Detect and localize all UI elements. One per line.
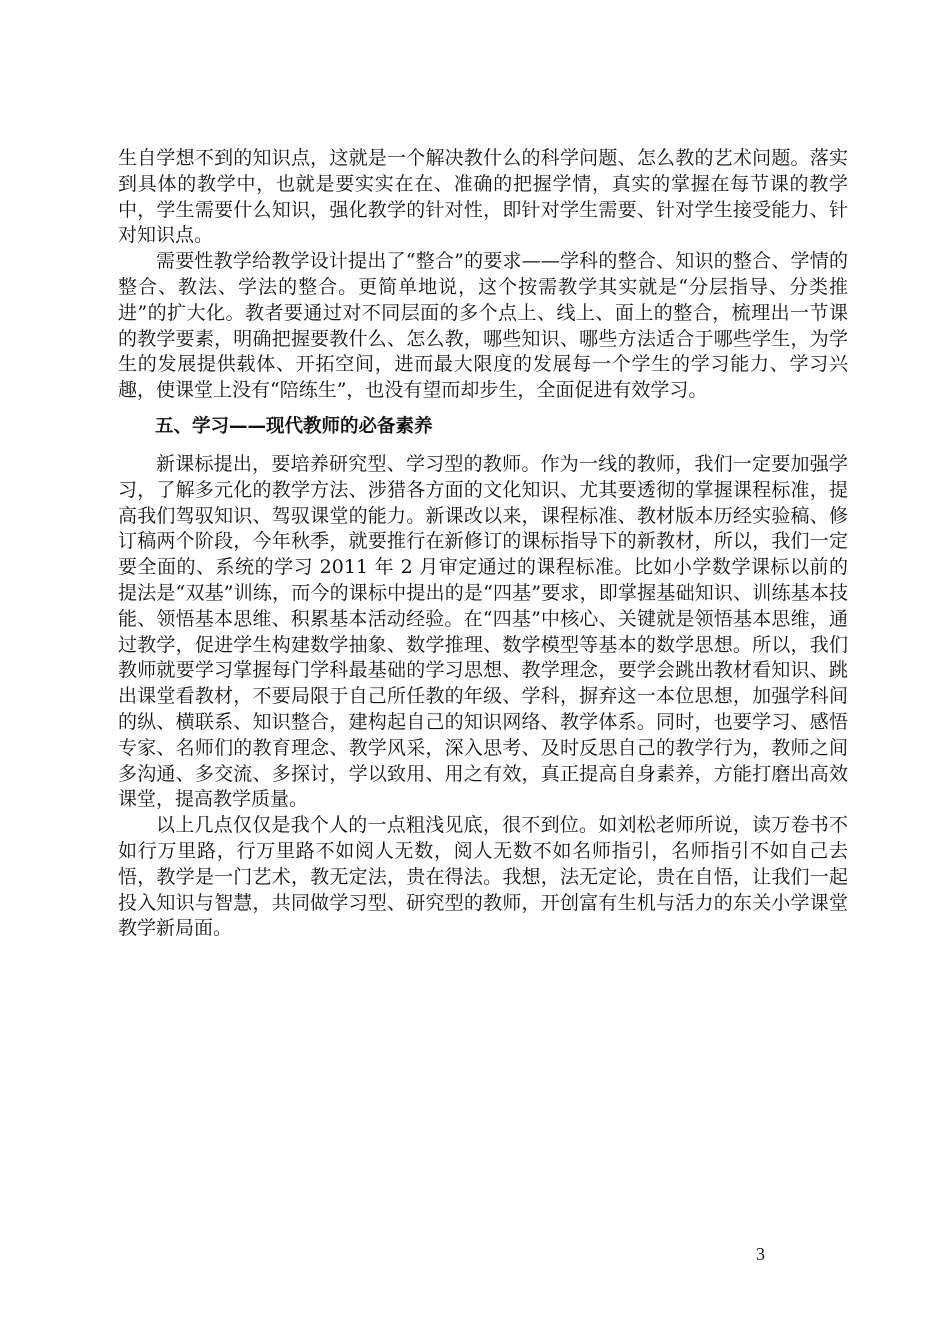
paragraph-integration: 需要性教学给教学设计提出了“整合”的要求——学科的整合、知识的整合、学情的整合、教法、学法的整合。更简单地说，这个按需教学其实就是“分层指导、分类推进”的扩大化。教者要通过对不同层面的多个点上、线上、面上的整合，梳理出一节课的教学要素，明确把握要教什么、怎么教，哪些知识、哪些方法适合于哪些学生，为学生的发展提供载体、开拓空间，进而最大限度的发展每一个学生的学习能力、学习兴趣，使课堂上没有“陪练生”，也没有望而却步生，全面促进有效学习。 xyxy=(118,250,848,402)
paragraph-learning: 新课标提出，要培养研究型、学习型的教师。作为一线的教师，我们一定要加强学习，了解多元化的教学方法、涉猎各方面的文化知识、尤其要透彻的掌握课程标准，提高我们驾驭知识、驾驭课堂的能力。新课改以来，课程标准、教材版本历经实验稿、修订稿两个阶段，今年秋季，就要推行在新修订的课标指导下的新教材，所以，我们一定要全面的、系统的学习 2011 年 2 月审定通过的课程标准。比如小学数学课标以前的提法是“双基”训练，而今的课标中提出的是“四基”要求，即掌握基础知识、训练基本技能、领悟基本思维、积累基本活动经验。在“四基”中核心、关键就是领悟基本思维，通过教学，促进学生构建数学抽象、数学推理、数学模型等基本的数学思想。所以，我们教师就要学习掌握每门学科最基础的学习思想、教学理念，要学会跳出教材看知识、跳出课堂看教材，不要局限于自己所任教的年级、学科，摒弃这一本位思想，加强学科间的纵、横联系、知识整合，建构起自己的知识网络、教学体系。同时，也要学习、感悟专家、名师们的教育理念、教学风采，深入思考、及时反思自己的教学行为，教师之间多沟通、多交流、多探讨，学以致用、用之有效，真正提高自身素养，方能打磨出高效课堂，提高教学质量。 xyxy=(118,452,848,811)
section-heading: 五、学习——现代教师的必备素养 xyxy=(155,415,433,437)
paragraph-conclusion: 以上几点仅仅是我个人的一点粗浅见底，很不到位。如刘松老师所说，读万卷书不如行万里路，行万里路不如阅人无数，阅人无数不如名师指引，名师指引不如自己去悟，教学是一门艺术，教无定法，贵在得法。我想，法无定论，贵在自悟，让我们一起投入知识与智慧，共同做学习型、研究型的教师，开创富有生机与活力的东关小学课堂教学新局面。 xyxy=(118,814,848,940)
page-number: 3 xyxy=(756,1244,765,1264)
paragraph-continued: 生自学想不到的知识点，这就是一个解决教什么的科学问题、怎么教的艺术问题。落实到具体的教学中，也就是要实实在在、准确的把握学情，真实的掌握在每节课的教学中，学生需要什么知识，强化教学的针对性，即针对学生需要、针对学生接受能力、针对知识点。 xyxy=(118,147,848,247)
document-body xyxy=(118,146,848,942)
